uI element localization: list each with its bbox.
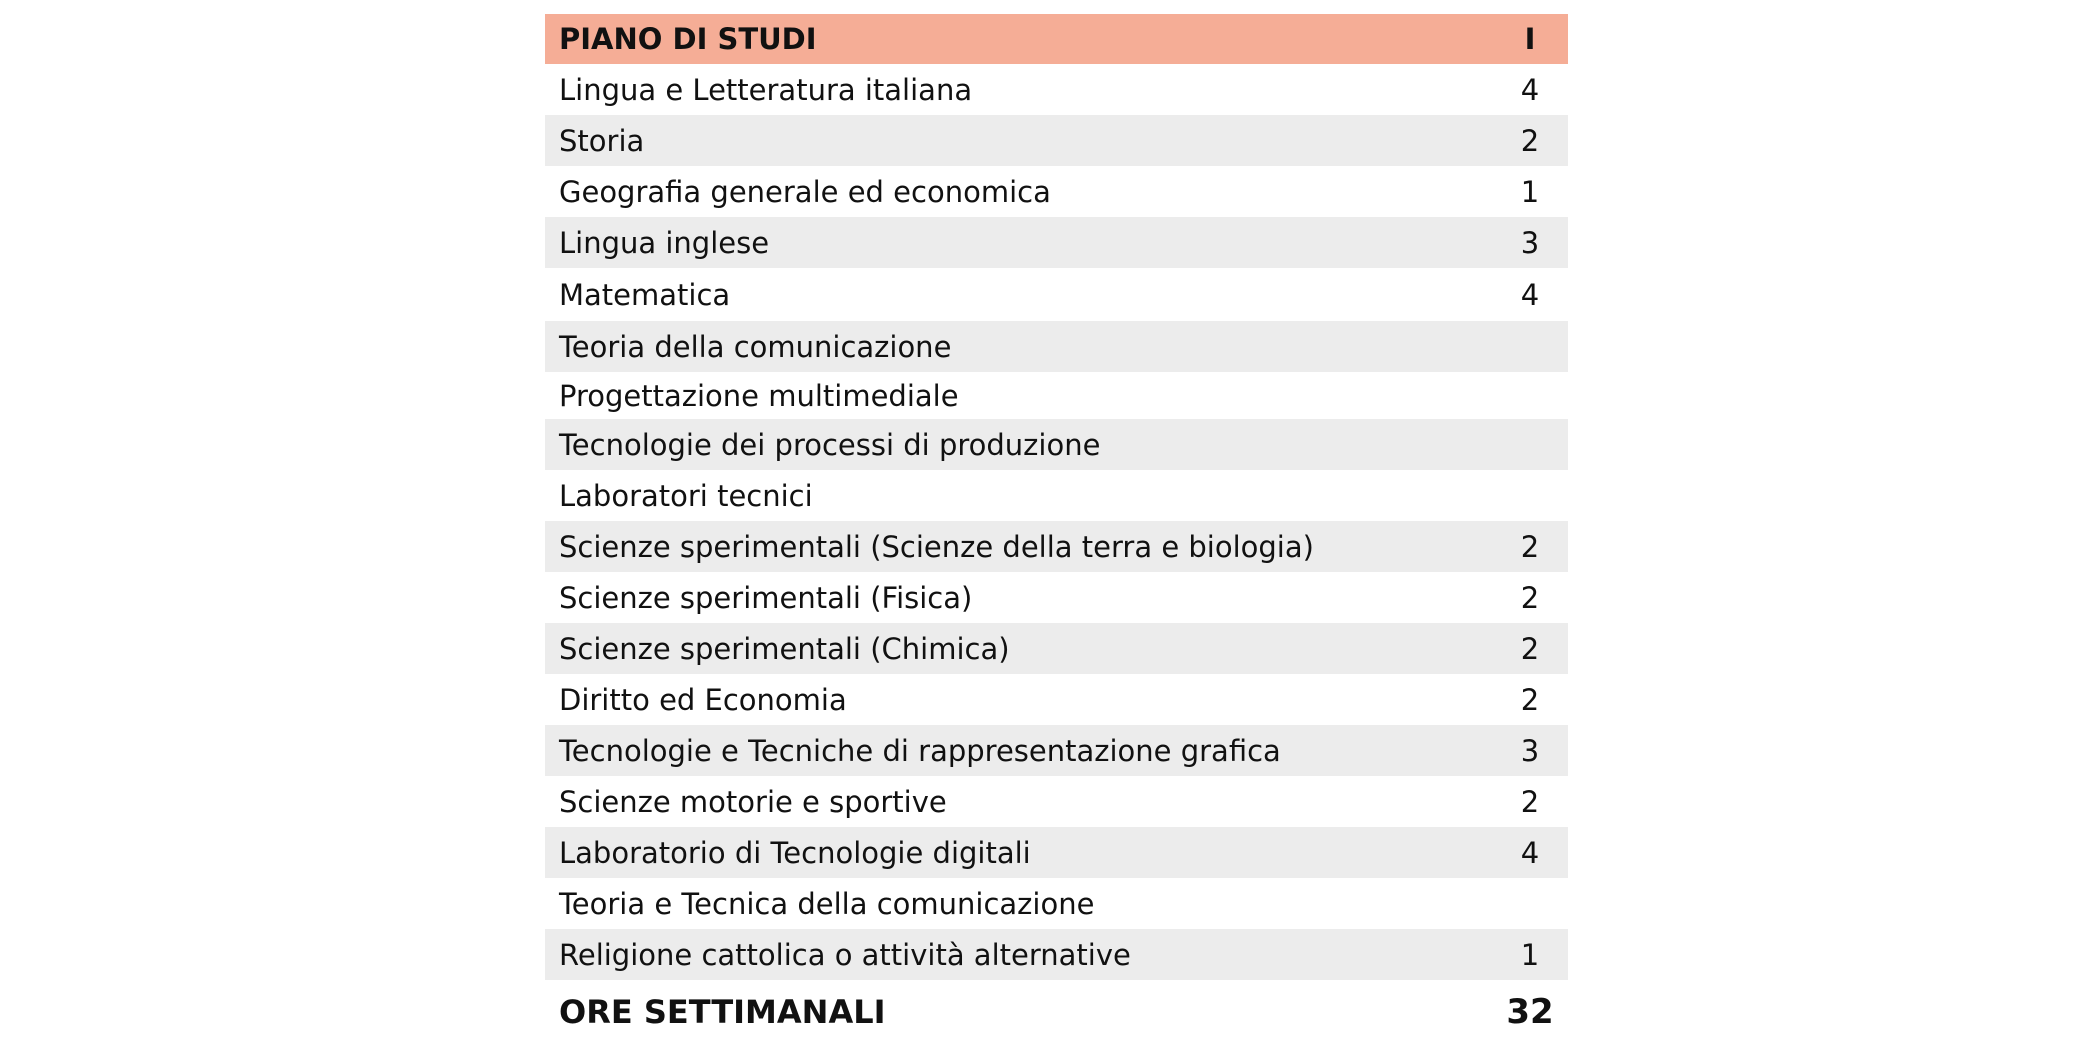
table-row [545,64,1568,115]
subject-hours: 2 [1520,529,1540,564]
header-subject-label: PIANO DI STUDI [559,22,817,56]
subject-name: Storia [559,123,645,158]
table-row [545,572,1568,623]
subject-hours: 4 [1520,835,1540,870]
subject-name: Lingua e Letteratura italiana [559,72,973,107]
subject-hours: 4 [1520,72,1540,107]
subject-hours: 2 [1520,682,1540,717]
table-row [545,470,1568,521]
table-row [545,623,1568,674]
table-row [545,268,1568,321]
subject-hours: 2 [1520,631,1540,666]
header-year-label: I [1524,22,1536,56]
subject-name: Lingua inglese [559,225,770,260]
table-row [545,827,1568,878]
subject-name: Laboratorio di Tecnologie digitali [559,835,1031,870]
table-row [545,521,1568,572]
subject-name: Teoria e Tecnica della comunicazione [559,886,1095,921]
table-row [545,372,1568,419]
subject-hours: 4 [1520,277,1540,312]
subject-hours: 3 [1520,225,1540,260]
subject-name: Scienze sperimentali (Chimica) [559,631,1010,666]
total-label: ORE SETTIMANALI [559,993,886,1031]
table-row [545,929,1568,980]
table-total-row [545,980,1568,1044]
table-row [545,321,1568,372]
subject-name: Scienze sperimentali (Fisica) [559,580,973,615]
subject-hours: 2 [1520,784,1540,819]
subject-name: Religione cattolica o attività alternative [559,937,1131,972]
total-hours: 32 [1506,992,1554,1032]
subject-name: Scienze sperimentali (Scienze della terra e biologia) [559,529,1314,564]
subject-name: Teoria della comunicazione [559,329,952,364]
subject-name: Tecnologie dei processi di produzione [559,427,1101,462]
table-row [545,776,1568,827]
table-row [545,674,1568,725]
table-row [545,725,1568,776]
subject-hours: 2 [1520,123,1540,158]
subject-hours: 2 [1520,580,1540,615]
subject-hours: 1 [1520,937,1540,972]
subject-name: Matematica [559,277,731,312]
subject-name: Diritto ed Economia [559,682,847,717]
subject-name: Progettazione multimediale [559,378,959,413]
table-row [545,217,1568,268]
study-plan-table [545,14,1568,1044]
subject-name: Scienze motorie e sportive [559,784,947,819]
table-row [545,878,1568,929]
subject-name: Laboratori tecnici [559,478,813,513]
table-header [545,14,1568,64]
table-row [545,115,1568,166]
table-row [545,419,1568,470]
subject-name: Tecnologie e Tecniche di rappresentazione grafica [559,733,1281,768]
subject-hours: 3 [1520,733,1540,768]
subject-hours: 1 [1520,174,1540,209]
table-row [545,166,1568,217]
subject-name: Geografia generale ed economica [559,174,1051,209]
